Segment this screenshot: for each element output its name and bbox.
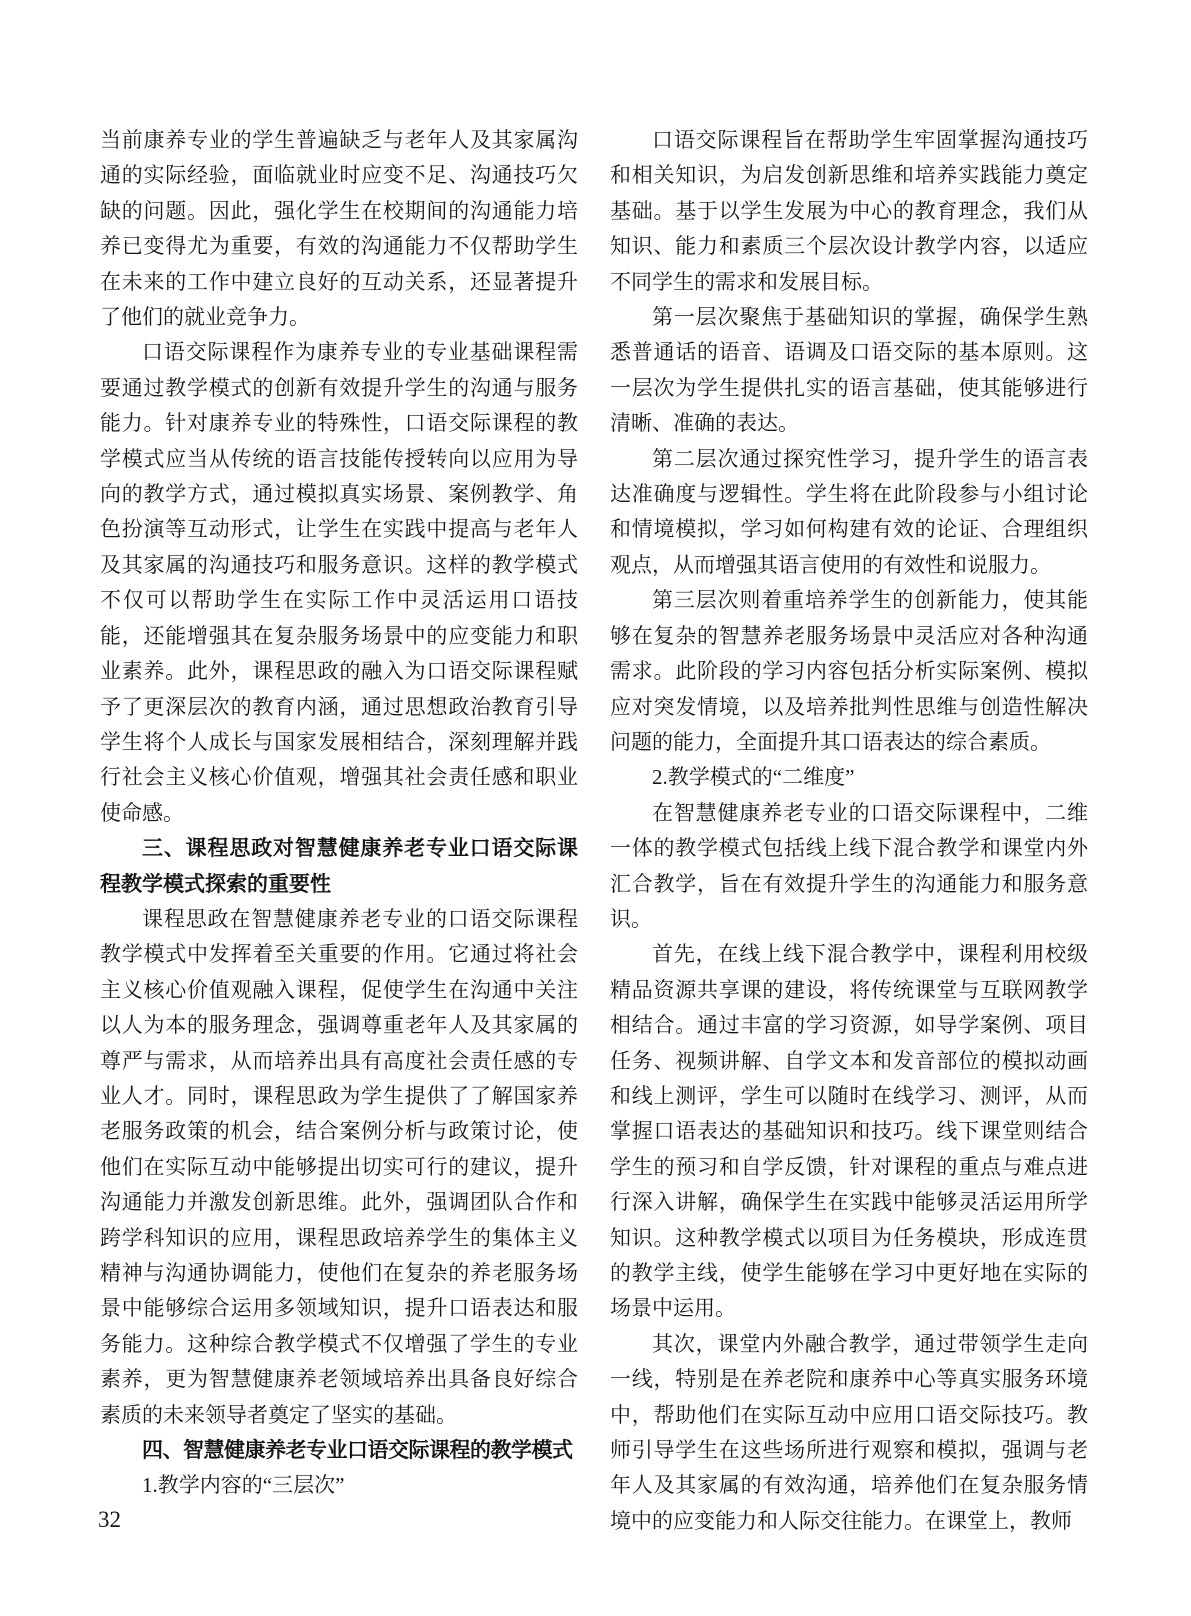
page-number: 32 (98, 1507, 121, 1532)
right-column (610, 123, 1088, 1539)
subsection-item: 2.教学模式的“二维度” (652, 765, 855, 790)
paragraph: 当前康养专业的学生普遍缺乏与老年人及其家属沟通的实际经验，面临就业时应变不足、沟通技巧欠缺的问题。因此，强化学生在校期间的沟通能力培养已变得尤为重要，有效的沟通能力不仅帮助学生在未来的工作中建立良好的互动关系，还显著提升了他们的就业竞争力。 (100, 128, 578, 330)
paragraph: 口语交际课程作为康养专业的专业基础课程需要通过教学模式的创新有效提升学生的沟通与服务能力。针对康养专业的特殊性，口语交际课程的教学模式应当从传统的语言技能传授转向以应用为导向的教学方式，通过模拟真实场景、案例教学、角色扮演等互动形式，让学生在实践中提高与老年人及其家属的沟通技巧和服务意识。这样的教学模式不仅可以帮助学生在实际工作中灵活运用口语技能，还能增强其在复杂服务场景中的应变能力和职业素养。此外，课程思政的融入为口语交际课程赋予了更深层次的教育内涵，通过思想政治教育引导学生将个人成长与国家发展相结合，深刻理解并践行社会主义核心价值观，增强其社会责任感和职业使命感。 (100, 340, 578, 825)
paragraph: 口语交际课程旨在帮助学生牢固掌握沟通技巧和相关知识，为启发创新思维和培养实践能力奠定基础。基于以学生发展为中心的教育理念，我们从知识、能力和素质三个层次设计教学内容，以适应不同学生的需求和发展目标。 (610, 128, 1088, 294)
paragraph: 第二层次通过探究性学习，提升学生的语言表达准确度与逻辑性。学生将在此阶段参与小组讨论和情境模拟，学习如何构建有效的论证、合理组织观点，从而增强其语言使用的有效性和说服力。 (610, 446, 1088, 577)
subsection-item: 1.教学内容的“三层次” (142, 1473, 345, 1498)
paragraph: 首先，在线上线下混合教学中，课程利用校级精品资源共享课的建设，将传统课堂与互联网教学相结合。通过丰富的学习资源，如导学案例、项目任务、视频讲解、自学文本和发音部位的模拟动画和线上测评，学生可以随时在线学习、测评，从而掌握口语表达的基础知识和技巧。线下课堂则结合学生的预习和自学反馈，针对课程的重点与难点进行深入讲解，确保学生在实践中能够灵活运用所学知识。这种教学模式以项目为任务模块，形成连贯的教学主线，使学生能够在学习中更好地在实际的场景中运用。 (610, 942, 1088, 1321)
left-column (100, 123, 578, 1539)
section-heading-three: 三、课程思政对智慧健康养老专业口语交际课程教学模式探索的重要性 (100, 837, 578, 896)
paragraph: 在智慧健康养老专业的口语交际课程中，二维一体的教学模式包括线上线下混合教学和课堂内外汇合教学，旨在有效提升学生的沟通能力和服务意识。 (610, 800, 1088, 931)
paragraph: 第一层次聚焦于基础知识的掌握，确保学生熟悉普通话的语音、语调及口语交际的基本原则。这一层次为学生提供扎实的语言基础，使其能够进行清晰、准确的表达。 (610, 305, 1088, 436)
paragraph: 第三层次则着重培养学生的创新能力，使其能够在复杂的智慧养老服务场景中灵活应对各种沟通需求。此阶段的学习内容包括分析实际案例、模拟应对突发情境，以及培养批判性思维与创造性解决问题的能力，全面提升其口语表达的综合素质。 (610, 588, 1088, 754)
section-heading-four: 四、智慧健康养老专业口语交际课程的教学模式 (142, 1439, 573, 1463)
paragraph: 课程思政在智慧健康养老专业的口语交际课程教学模式中发挥着至关重要的作用。它通过将社会主义核心价值观融入课程，促使学生在沟通中关注以人为本的服务理念，强调尊重老年人及其家属的尊严与需求，从而培养出具有高度社会责任感的专业人才。同时，课程思政为学生提供了了解国家养老服务政策的机会，结合案例分析与政策讨论，使他们在实际互动中能够提出切实可行的建议，提升沟通能力并激发创新思维。此外，强调团队合作和跨学科知识的应用，课程思政培养学生的集体主义精神与沟通协调能力，使他们在复杂的养老服务场景中能够综合运用多领域知识，提升口语表达和服务能力。这种综合教学模式不仅增强了学生的专业素养，更为智慧健康养老领域培养出具备良好综合素质的未来领导者奠定了坚实的基础。 (100, 906, 578, 1427)
paragraph: 其次，课堂内外融合教学，通过带领学生走向一线，特别是在养老院和康养中心等真实服务环境中，帮助他们在实际互动中应用口语交际技巧。教师引导学生在这些场所进行观察和模拟，强调与老年人及其家属的有效沟通，培养他们在复杂服务情境中的应变能力和人际交往能力。在课堂上，教师 (610, 1331, 1088, 1533)
